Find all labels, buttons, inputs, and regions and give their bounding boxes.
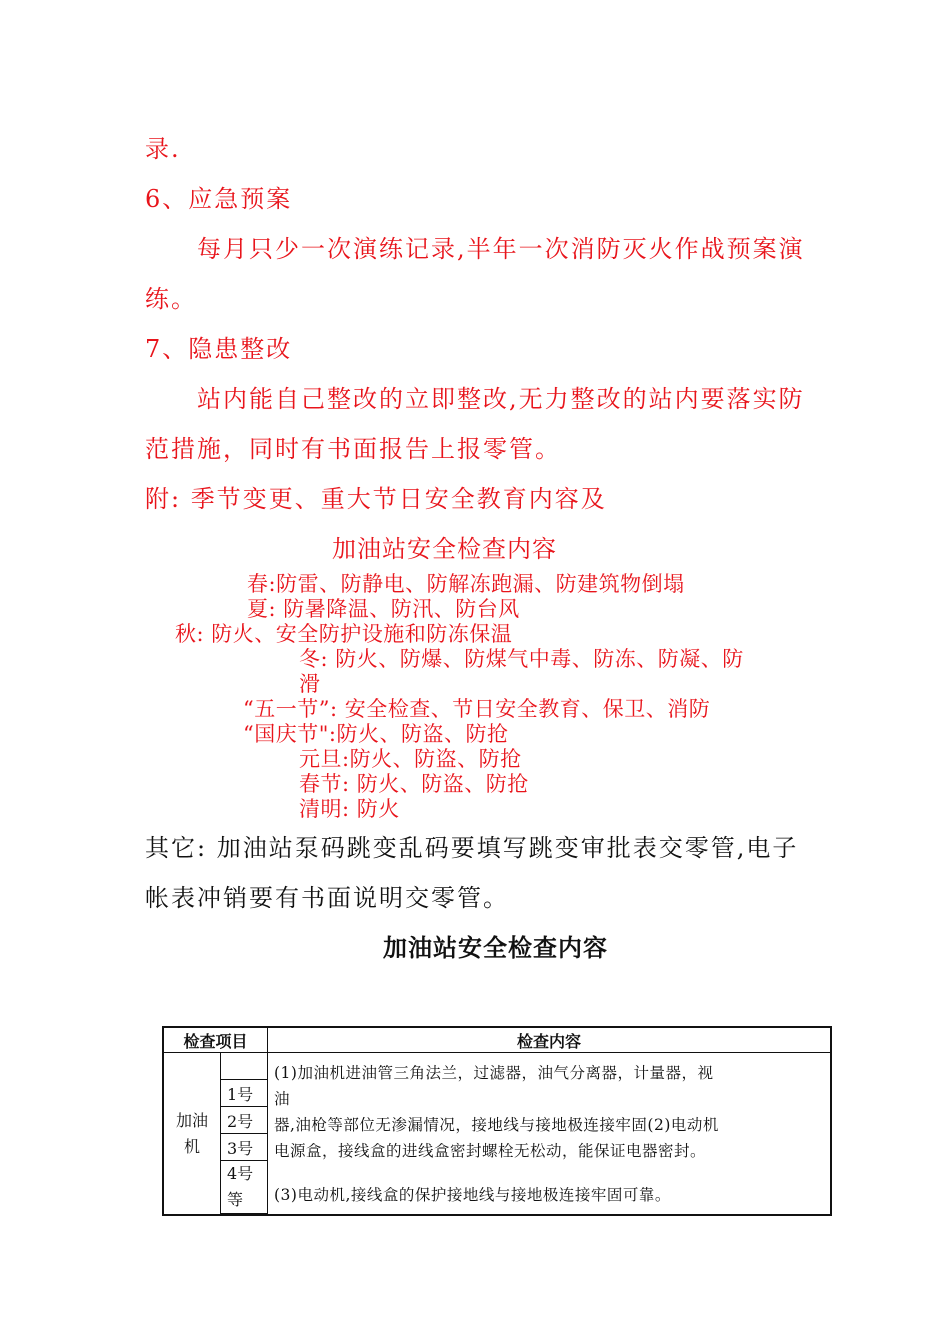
sub-item: 3号 xyxy=(221,1134,268,1161)
holiday-item: “国庆节":防火、防盗、防抢 xyxy=(243,722,509,746)
sub-item-spacer xyxy=(221,1053,268,1080)
holiday-item: 春节: 防火、防盗、防抢 xyxy=(299,772,529,796)
sub-item: 2号 xyxy=(221,1107,268,1134)
content-line: 器,油枪等部位无渗漏情况，接地线与接地极连接牢固(2)电动机 xyxy=(274,1115,719,1134)
content-line: (3)电动机,接线盒的保护接地线与接地极连接牢固可靠。 xyxy=(274,1185,671,1204)
text-line: 帐表冲销要有书面说明交零管。 xyxy=(145,884,509,912)
content-cell xyxy=(268,1053,832,1216)
season-item: 冬: 防火、防爆、防煤气中毒、防冻、防凝、防 xyxy=(299,647,744,671)
sub-item: 1号 xyxy=(221,1080,268,1107)
table-header-row xyxy=(163,1027,831,1053)
season-item: 春:防雷、防静电、防解冻跑漏、防建筑物倒塌 xyxy=(247,572,685,596)
text-line: 每月只少一次演练记录,半年一次消防灭火作战预案演 xyxy=(197,235,805,263)
header-item: 检查项目 xyxy=(163,1027,268,1053)
content-line: 电源盒，接线盒的进线盒密封螺栓无松动，能保证电器密封。 xyxy=(274,1141,707,1160)
text-line: 其它: 加油站泵码跳变乱码要填写跳变审批表交零管,电子 xyxy=(145,834,799,862)
text-line: 录. xyxy=(145,135,181,163)
section-heading: 6、应急预案 xyxy=(145,185,293,213)
holiday-item: 元旦:防火、防盗、防抢 xyxy=(299,747,522,771)
table-row xyxy=(163,1053,831,1080)
section-heading: 7、隐患整改 xyxy=(145,335,293,363)
season-item: 秋: 防火、安全防护设施和防冻保温 xyxy=(175,622,513,646)
content-line: 油 xyxy=(274,1089,291,1108)
inspection-table xyxy=(162,1026,832,1216)
text-line: 站内能自己整改的立即整改,无力整改的站内要落实防 xyxy=(197,385,805,413)
content-line: (1)加油机进油管三角法兰，过滤器，油气分离器，计量器，视 xyxy=(274,1063,714,1082)
subsection-title: 加油站安全检查内容 xyxy=(332,535,557,563)
page-title: 加油站安全检查内容 xyxy=(383,933,608,962)
text-line: 练。 xyxy=(145,285,197,313)
holiday-item: 清明: 防火 xyxy=(299,797,400,821)
text-line: 附: 季节变更、重大节日安全教育内容及 xyxy=(145,485,607,513)
header-content: 检查内容 xyxy=(268,1027,832,1053)
season-item: 夏: 防暑降温、防汛、防台风 xyxy=(247,597,520,621)
holiday-item: “五一节”: 安全检查、节日安全教育、保卫、消防 xyxy=(243,697,711,721)
row-label: 加油 机 xyxy=(163,1053,221,1216)
season-item: 滑 xyxy=(299,672,321,696)
text-line: 范措施，同时有书面报告上报零管。 xyxy=(145,435,561,463)
sub-item: 4号 等 xyxy=(221,1161,268,1214)
